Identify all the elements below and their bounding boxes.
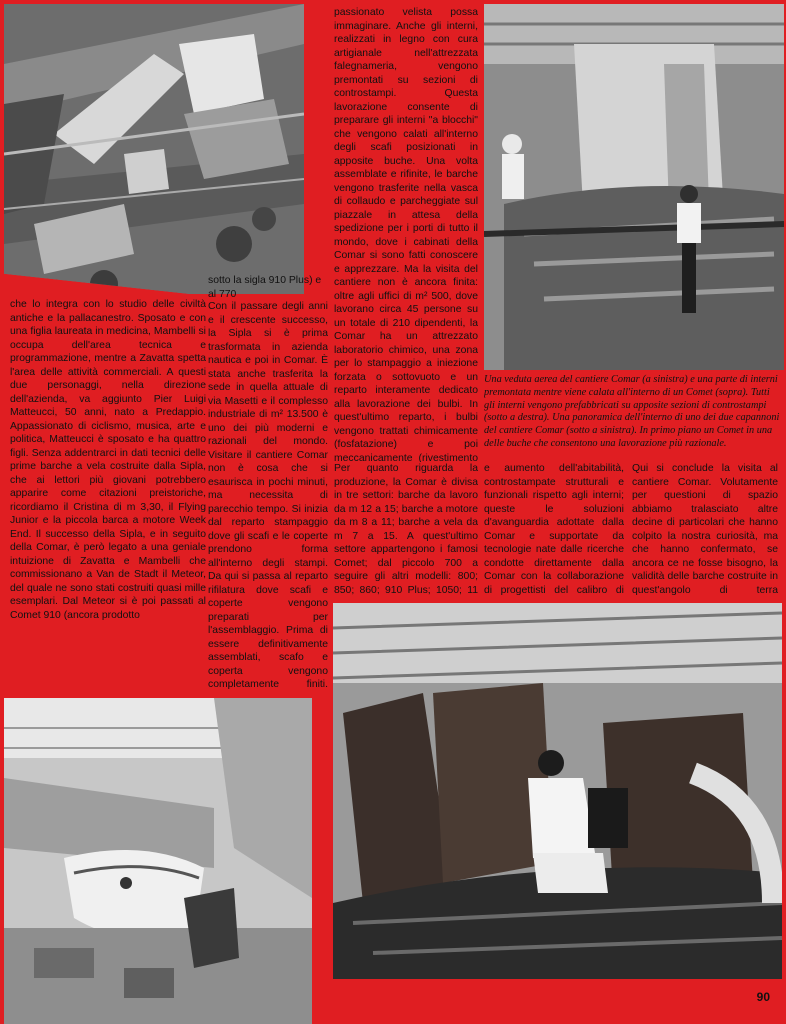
column-3-text-2: Per quanto riguarda la produzione, la Comar è divisa in tre settori: barche da lavoro da m 12 a 15; barche a motore da m 8 a 11; barche a vela da m 7 a 15. A quest'ultimo settore appartengono i famosi Comet; dal piccolo 700 a seguire gli altri modelli: 800; 850; 860; 910 Plus; 1050; 11 — [334, 463, 478, 596]
column-1-text: che lo integra con lo studio delle civiltà antiche e la pallacanestro. Sposato e con una figlia laureata in medicina, Mambelli si occupa dell'area tecnica e programmazione, mentre a Zavatta spetta l'area delle attività commerciali. A questi due personaggi, nella direzione dell'azienda, va aggiunto Pier Luigi Matteucci, 50 anni, nato a Predappio. Appassionato di ciclismo, musica, arte e politica, Matteucci è sposato e ha quattro figli. Senza addentrarci in dati tecnici delle prime barche a vela costruite dalla Sipla, che ai lettori più giovani potrebbero apparire come citazioni preistoriche, ricordiamo il Cristina di m 3,30, il Flying Junior e la piccola barca a motore Week End. Il successo della Sipla, e in seguito della Comar, è però legato a una geniale intuizione di Zavatta e Mambelli che commissionano a Van de Stadt il Meteor, del quale ne sono stati costruiti quasi mille esemplari. Dal Meteor si è poi passati al Comet 910 (ancora prodotto — [10, 299, 206, 621]
article-column-2 — [208, 300, 328, 690]
photo-caption: Una veduta aerea del cantiere Comar (a sinistra) e una parte di interni premontata mentre viene calata all'interno di un Comet (sopra). Tutti gli interni vengono prefabbricati su apposite sezioni di controstampi (sotto a destra). Una panoramica dell'interno di uno dei due capannoni del cantiere Comar (sotto a sinistra). In primo piano un Comet in una delle buche che consentono una lavorazione più razionale. — [484, 374, 780, 449]
column-4-text: e aumento dell'abitabilità, controstampate strutturali e funzionali rispetto agli interni; queste le soluzioni d'avanguardia adottate dalla Comar e supportate da tecnologie nate dalle ricerche condotte direttamente dalla Comar con la collaborazione di progettisti del calibro di — [484, 463, 624, 596]
page-number: 90 — [756, 990, 770, 1004]
article-column-5 — [632, 462, 778, 598]
shipyard-hall-panorama-photo — [4, 698, 312, 1024]
column-5-text: Qui si conclude la visita al cantiere Comar. Volutamente per questioni di spazio abbiamo tralasciato altre decine di particolari che hanno colpito la nostra curiosità, ma che hanno confermato, se ancora ce ne fosse bisogno, la validità delle barche costruite in quest'angolo di terra — [632, 463, 778, 596]
column-2-lead-text: sotto la sigla 910 Plus) e al 770 — [208, 275, 322, 300]
column-2-text: Con il passare degli anni e il crescente successo, la Sipla si è prima trasformata in azienda nautica e poi in Comar. È stata anche trasferita la sede in quella attuale di via Masetti e il complesso industriale di m² 13.500 è uno dei più moderni e razionali del mondo. Visitare il cantiere Comar non è cosa che si esaurisca in pochi minuti, ma necessita di parecchio tempo. Si inizia dal reparto stampaggio dove gli scafi e le coperte prendono forma all'interno degli stampi. Da qui si passa al reparto rifilatura dove scafi e coperte vengono preparati per l'assemblaggio. Prima di essere definitivamente assemblati, scafo e coperta vengono completamente finiti. — [208, 301, 328, 690]
aerial-shipyard-photo — [4, 4, 304, 294]
article-column-2-lead — [208, 274, 328, 300]
column-3-text: passionato velista possa immaginare. Anche gli interni, realizzati in legno con cura artigianale nell'attrezzata falegnameria, vengono premontati su sezioni di controstampi. Questa lavorazione consente di preparare gli interni "a blocchi" che vengono calati all'interno degli scafi posizionati in apposite buche. Una volta assemblate e rifinite, le barche vengono trasferite nella vasca di collaudo e parcheggiate sul piazzale in attesa della spedizione per i porti di tutto il mondo, dove i cabinati della Comar si sono fatti conoscere e apprezzare. Ma la visita del cantiere non è ancora finita: oltre agli uffici di m² 500, dove lavorano circa 45 persone su un totale di 210 dipendenti, la Comar ha un attrezzato laboratorio chimico, una zona per lo stampaggio a iniezione forzata o sottovuoto e un reparto interamente dedicato alla lavorazione dei bulbi. In quest'ultimo reparto, i bulbi vengono trattati chimicamente (fosfatazione) e poi meccanicamente (rivestimento — [334, 7, 478, 462]
article-column-3-continued — [334, 462, 478, 598]
article-column-3 — [334, 6, 478, 462]
interior-lowered-into-hull-photo — [484, 4, 784, 370]
article-column-1 — [10, 298, 206, 690]
article-column-4 — [484, 462, 624, 598]
worker-in-hull-photo — [333, 603, 782, 979]
